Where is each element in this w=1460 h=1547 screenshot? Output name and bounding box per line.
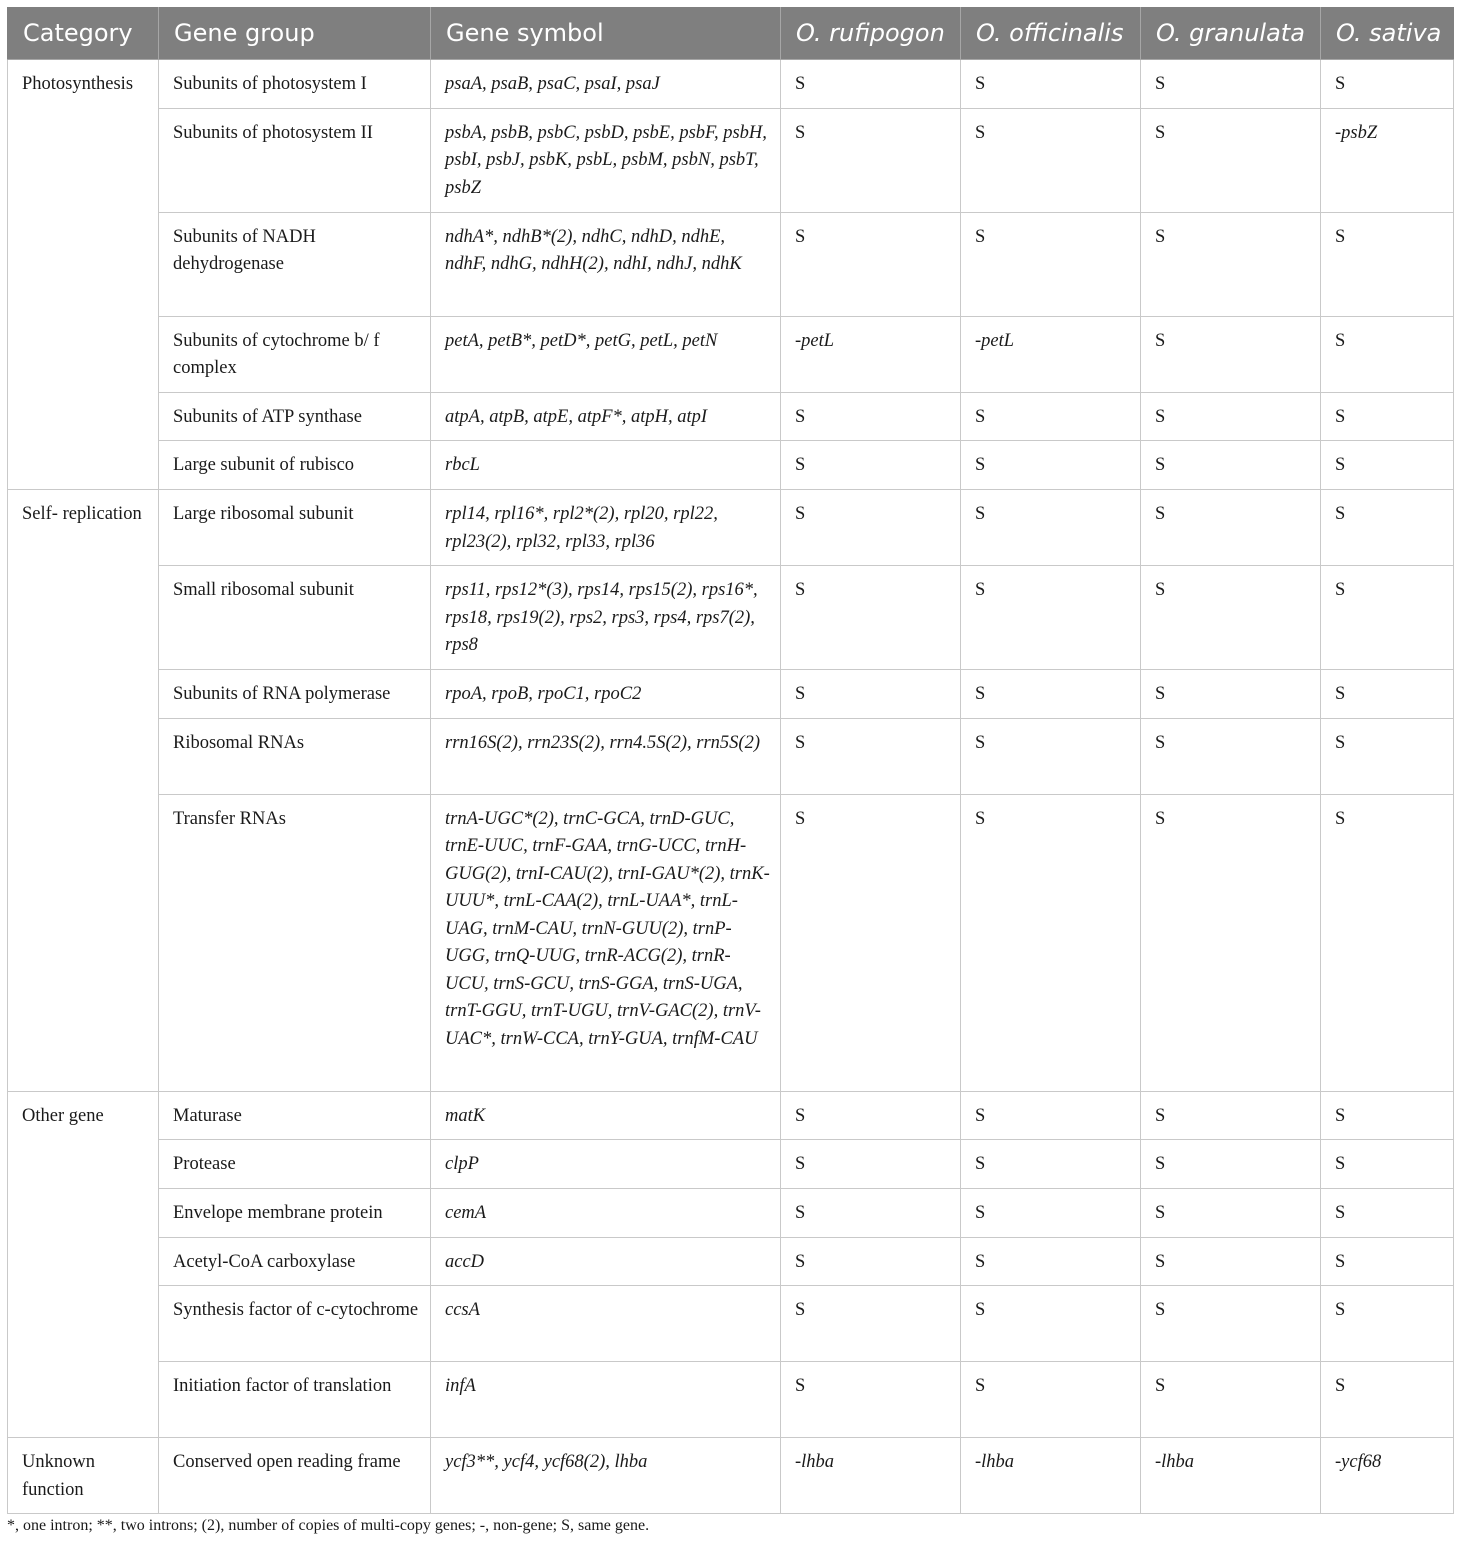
o-officinalis-cell: S	[961, 1237, 1141, 1286]
o-granulata-cell: -lhba	[1141, 1438, 1321, 1514]
gene-group-cell: Subunits of photosystem I	[159, 60, 431, 109]
table-row	[8, 392, 1454, 441]
o-officinalis-cell: S	[961, 212, 1141, 316]
o-officinalis-cell: -petL	[961, 316, 1141, 392]
o-sativa-cell: S	[1321, 794, 1454, 1091]
o-rufipogon-cell: S	[781, 392, 961, 441]
o-granulata-cell: S	[1141, 794, 1321, 1091]
o-officinalis-cell: S	[961, 392, 1141, 441]
table-row	[8, 108, 1454, 212]
o-sativa-cell: S	[1321, 490, 1454, 566]
o-officinalis-cell: S	[961, 108, 1141, 212]
table-row	[8, 670, 1454, 719]
o-officinalis-cell: S	[961, 1091, 1141, 1140]
o-sativa-cell: S	[1321, 670, 1454, 719]
gene-symbol-cell: ndhA*, ndhB*(2), ndhC, ndhD, ndhE, ndhF, ndhG, ndhH(2), ndhI, ndhJ, ndhK	[431, 212, 781, 316]
header-o-granulata: O. granulata	[1141, 7, 1321, 60]
table-body	[8, 60, 1454, 1514]
gene-symbol-cell: rpoA, rpoB, rpoC1, rpoC2	[431, 670, 781, 719]
o-granulata-cell: S	[1141, 1091, 1321, 1140]
o-sativa-cell: S	[1321, 1286, 1454, 1362]
o-sativa-cell: S	[1321, 392, 1454, 441]
o-rufipogon-cell: S	[781, 490, 961, 566]
gene-group-cell: Ribosomal RNAs	[159, 718, 431, 794]
o-sativa-cell: S	[1321, 1362, 1454, 1438]
o-granulata-cell: S	[1141, 718, 1321, 794]
table-row	[8, 794, 1454, 1091]
o-rufipogon-cell: S	[781, 794, 961, 1091]
table-row	[8, 1438, 1454, 1514]
o-sativa-cell: S	[1321, 566, 1454, 670]
o-granulata-cell: S	[1141, 1362, 1321, 1438]
o-sativa-cell: S	[1321, 1091, 1454, 1140]
gene-symbol-cell: rrn16S(2), rrn23S(2), rrn4.5S(2), rrn5S(2)	[431, 718, 781, 794]
gene-group-cell: Subunits of RNA polymerase	[159, 670, 431, 719]
gene-symbol-cell: petA, petB*, petD*, petG, petL, petN	[431, 316, 781, 392]
table-row	[8, 718, 1454, 794]
o-granulata-cell: S	[1141, 1286, 1321, 1362]
o-rufipogon-cell: S	[781, 566, 961, 670]
gene-group-cell: Transfer RNAs	[159, 794, 431, 1091]
gene-symbol-cell: matK	[431, 1091, 781, 1140]
header-o-rufipogon: O. rufipogon	[781, 7, 961, 60]
o-sativa-cell: S	[1321, 60, 1454, 109]
gene-group-cell: Subunits of photosystem II	[159, 108, 431, 212]
table-row	[8, 1140, 1454, 1189]
gene-group-cell: Synthesis factor of c-cytochrome	[159, 1286, 431, 1362]
o-officinalis-cell: S	[961, 566, 1141, 670]
o-rufipogon-cell: S	[781, 1237, 961, 1286]
o-sativa-cell: -psbZ	[1321, 108, 1454, 212]
gene-symbol-cell: psbA, psbB, psbC, psbD, psbE, psbF, psbH, psbI, psbJ, psbK, psbL, psbM, psbN, psbT, psbZ	[431, 108, 781, 212]
o-sativa-cell: S	[1321, 212, 1454, 316]
gene-symbol-cell: accD	[431, 1237, 781, 1286]
o-granulata-cell: S	[1141, 316, 1321, 392]
gene-symbol-cell: infA	[431, 1362, 781, 1438]
header-category: Category	[8, 7, 159, 60]
gene-group-cell: Subunits of cytochrome b/ f complex	[159, 316, 431, 392]
header-gene-group: Gene group	[159, 7, 431, 60]
header-gene-symbol: Gene symbol	[431, 7, 781, 60]
gene-symbol-cell: clpP	[431, 1140, 781, 1189]
table-row	[8, 1237, 1454, 1286]
o-sativa-cell: S	[1321, 1140, 1454, 1189]
o-officinalis-cell: S	[961, 1140, 1141, 1189]
gene-group-cell: Large subunit of rubisco	[159, 441, 431, 490]
gene-group-cell: Subunits of ATP synthase	[159, 392, 431, 441]
gene-symbol-cell: cemA	[431, 1189, 781, 1238]
o-officinalis-cell: -lhba	[961, 1438, 1141, 1514]
o-rufipogon-cell: S	[781, 670, 961, 719]
o-rufipogon-cell: S	[781, 441, 961, 490]
o-granulata-cell: S	[1141, 566, 1321, 670]
o-granulata-cell: S	[1141, 1189, 1321, 1238]
gene-symbol-cell: atpA, atpB, atpE, atpF*, atpH, atpI	[431, 392, 781, 441]
header-o-officinalis: O. officinalis	[961, 7, 1141, 60]
o-officinalis-cell: S	[961, 60, 1141, 109]
o-rufipogon-cell: S	[781, 212, 961, 316]
table-row	[8, 316, 1454, 392]
o-officinalis-cell: S	[961, 1286, 1141, 1362]
gene-group-cell: Acetyl-CoA carboxylase	[159, 1237, 431, 1286]
gene-group-cell: Large ribosomal subunit	[159, 490, 431, 566]
o-officinalis-cell: S	[961, 490, 1141, 566]
category-cell: Photosynthesis	[8, 60, 159, 490]
table-row	[8, 441, 1454, 490]
o-granulata-cell: S	[1141, 490, 1321, 566]
gene-group-cell: Envelope membrane protein	[159, 1189, 431, 1238]
o-rufipogon-cell: S	[781, 1362, 961, 1438]
gene-symbol-cell: trnA-UGC*(2), trnC-GCA, trnD-GUC, trnE-UUC, trnF-GAA, trnG-UCC, trnH-GUG(2), trnI-CAU(2), trnI-GAU*(2), trnK-UUU*, trnL-CAA(2), trnL-UAA*, trnL-UAG, trnM-CAU, trnN-GUU(2), trnP-UGG, trnQ-UUG, trnR-ACG(2), trnR-UCU, trnS-GCU, trnS-GGA, trnS-UGA, trnT-GGU, trnT-UGU, trnV-GAC(2), trnV-UAC*, trnW-CCA, trnY-GUA, trnfM-CAU	[431, 794, 781, 1091]
o-sativa-cell: S	[1321, 718, 1454, 794]
gene-group-cell: Conserved open reading frame	[159, 1438, 431, 1514]
category-cell: Unknown function	[8, 1438, 159, 1514]
table-footnote: *, one intron; **, two introns; (2), number of copies of multi-copy genes; -, non-gene; S, same gene.	[7, 1517, 650, 1534]
o-rufipogon-cell: S	[781, 1286, 961, 1362]
table-row	[8, 566, 1454, 670]
o-officinalis-cell: S	[961, 1362, 1141, 1438]
gene-group-cell: Protease	[159, 1140, 431, 1189]
table-row	[8, 212, 1454, 316]
gene-group-cell: Small ribosomal subunit	[159, 566, 431, 670]
o-officinalis-cell: S	[961, 670, 1141, 719]
o-granulata-cell: S	[1141, 1140, 1321, 1189]
o-sativa-cell: S	[1321, 1189, 1454, 1238]
table-row	[8, 1286, 1454, 1362]
o-sativa-cell: S	[1321, 441, 1454, 490]
gene-table	[7, 7, 1454, 1514]
o-rufipogon-cell: S	[781, 1140, 961, 1189]
table-row	[8, 60, 1454, 109]
o-sativa-cell: S	[1321, 316, 1454, 392]
o-rufipogon-cell: -petL	[781, 316, 961, 392]
o-granulata-cell: S	[1141, 1237, 1321, 1286]
o-sativa-cell: S	[1321, 1237, 1454, 1286]
gene-group-cell: Subunits of NADH dehydrogenase	[159, 212, 431, 316]
gene-group-cell: Initiation factor of translation	[159, 1362, 431, 1438]
header-row	[8, 7, 1454, 60]
o-granulata-cell: S	[1141, 670, 1321, 719]
category-cell: Self- replication	[8, 490, 159, 1092]
o-officinalis-cell: S	[961, 441, 1141, 490]
table-row	[8, 1091, 1454, 1140]
table-row	[8, 1189, 1454, 1238]
o-rufipogon-cell: S	[781, 1091, 961, 1140]
o-rufipogon-cell: S	[781, 1189, 961, 1238]
gene-symbol-cell: psaA, psaB, psaC, psaI, psaJ	[431, 60, 781, 109]
table-row	[8, 490, 1454, 566]
o-rufipogon-cell: S	[781, 108, 961, 212]
gene-symbol-cell: rps11, rps12*(3), rps14, rps15(2), rps16*, rps18, rps19(2), rps2, rps3, rps4, rps7(2), rps8	[431, 566, 781, 670]
o-officinalis-cell: S	[961, 718, 1141, 794]
header-o-sativa: O. sativa	[1321, 7, 1454, 60]
o-granulata-cell: S	[1141, 212, 1321, 316]
gene-symbol-cell: ccsA	[431, 1286, 781, 1362]
gene-symbol-cell: rbcL	[431, 441, 781, 490]
o-sativa-cell: -ycf68	[1321, 1438, 1454, 1514]
gene-symbol-cell: ycf3**, ycf4, ycf68(2), lhba	[431, 1438, 781, 1514]
o-granulata-cell: S	[1141, 441, 1321, 490]
o-officinalis-cell: S	[961, 794, 1141, 1091]
o-officinalis-cell: S	[961, 1189, 1141, 1238]
o-rufipogon-cell: S	[781, 718, 961, 794]
o-granulata-cell: S	[1141, 60, 1321, 109]
gene-symbol-cell: rpl14, rpl16*, rpl2*(2), rpl20, rpl22, rpl23(2), rpl32, rpl33, rpl36	[431, 490, 781, 566]
category-cell: Other gene	[8, 1091, 159, 1438]
gene-group-cell: Maturase	[159, 1091, 431, 1140]
o-rufipogon-cell: S	[781, 60, 961, 109]
table-row	[8, 1362, 1454, 1438]
o-granulata-cell: S	[1141, 108, 1321, 212]
o-granulata-cell: S	[1141, 392, 1321, 441]
o-rufipogon-cell: -lhba	[781, 1438, 961, 1514]
